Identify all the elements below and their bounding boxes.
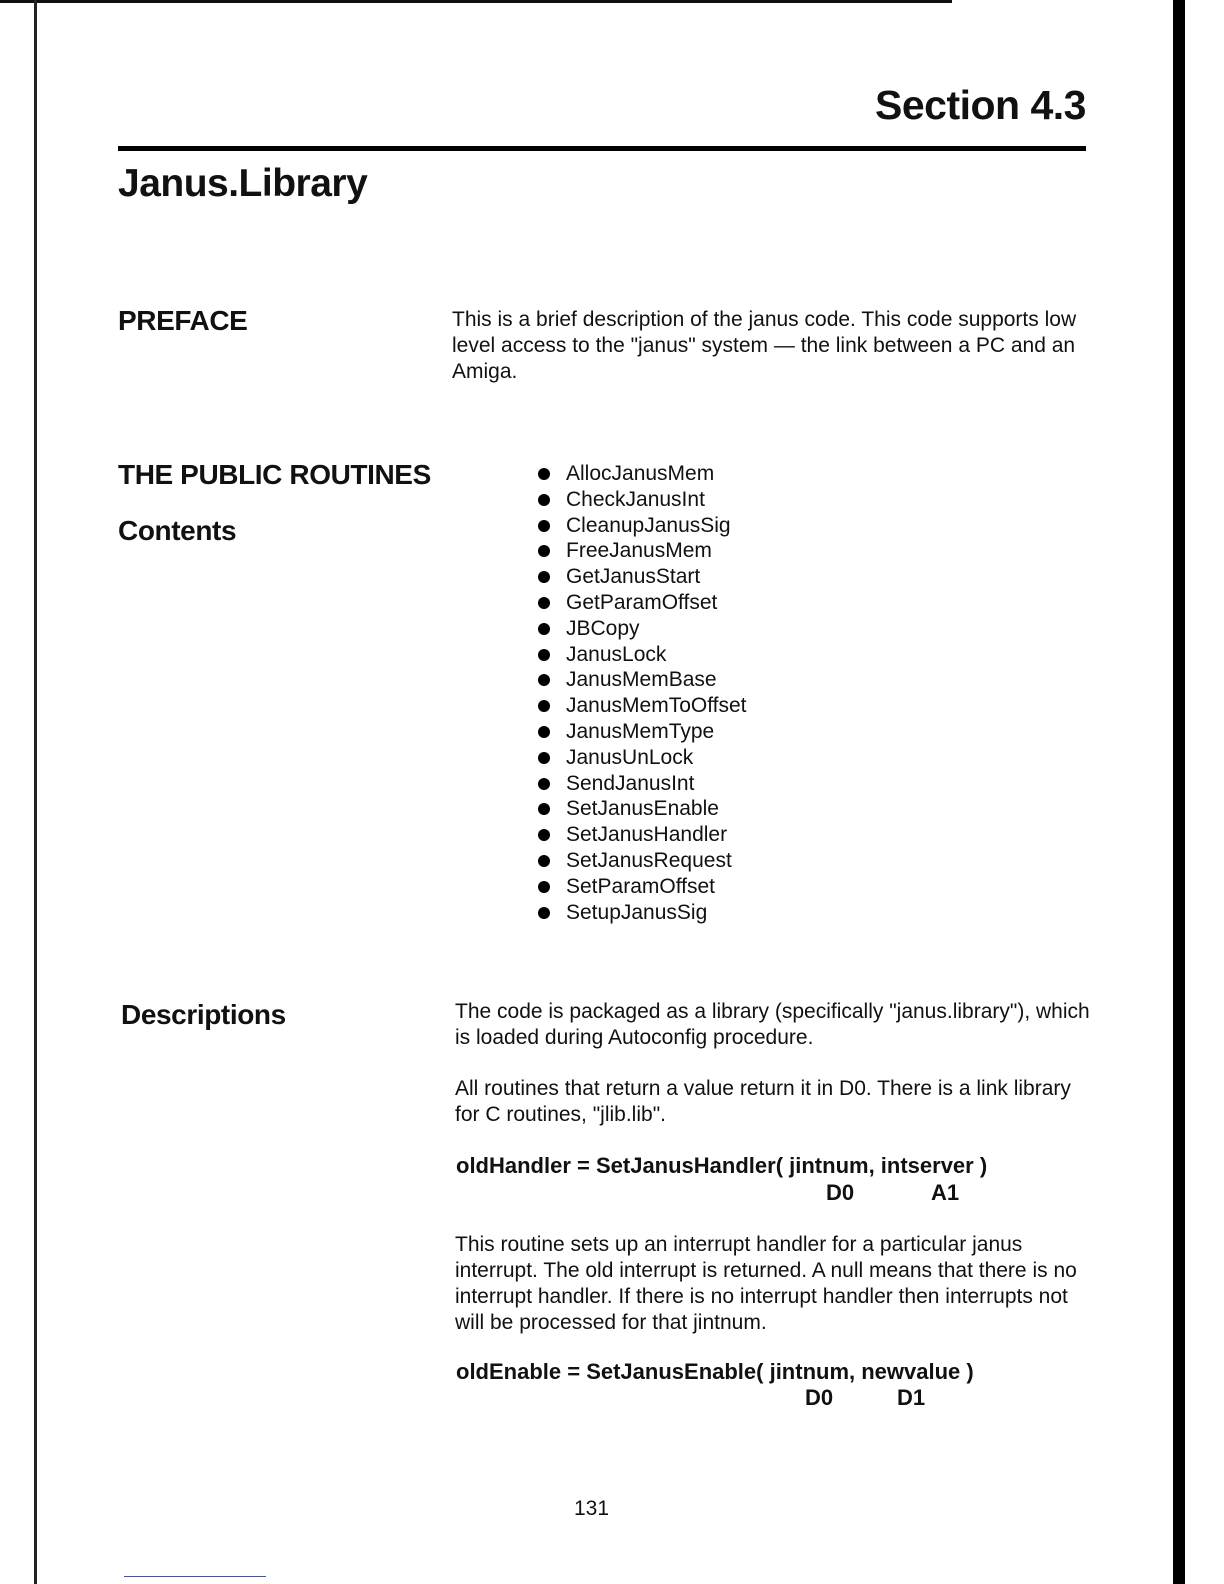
bullet-icon (538, 674, 550, 686)
preface-text: This is a brief description of the janus code. This code supports low level access to the "janus" system — the link between a PC and an Amiga. (452, 308, 1077, 383)
bullet-icon (538, 700, 550, 712)
register-label: A1 (931, 1180, 960, 1205)
list-item: GetParamOffset (534, 590, 747, 616)
list-item: SetParamOffset (534, 874, 747, 900)
signature-set-janus-handler: oldHandler = SetJanusHandler( jintnum, intserver ) (456, 1153, 988, 1178)
scan-left-edge (34, 0, 37, 1584)
preface-heading: PREFACE (118, 305, 248, 336)
list-item: GetJanusStart (534, 564, 747, 590)
descriptions-para-1: The code is packaged as a library (specifically "janus.library"), which is loaded during Autoconfig procedure. (455, 1000, 1090, 1049)
bullet-icon (538, 494, 550, 506)
list-item: JanusMemBase (534, 667, 747, 693)
list-item: SendJanusInt (534, 771, 747, 797)
page-number: 131 (574, 1497, 610, 1520)
signature-set-janus-enable: oldEnable = SetJanusEnable( jintnum, newvalue ) (456, 1359, 974, 1384)
bullet-icon (538, 649, 550, 661)
register-label: D1 (897, 1385, 926, 1410)
contents-heading: Contents (118, 515, 237, 546)
list-item: SetJanusHandler (534, 822, 747, 848)
bullet-icon (538, 520, 550, 532)
section-number: Section 4.3 (875, 82, 1086, 128)
list-item: AllocJanusMem (534, 461, 747, 487)
scan-right-edge (1173, 0, 1185, 1584)
bullet-icon (538, 778, 550, 790)
bullet-icon (538, 623, 550, 635)
list-item: CleanupJanusSig (534, 513, 747, 539)
bullet-icon (538, 829, 550, 841)
register-label: D0 (805, 1385, 834, 1410)
bullet-icon (538, 726, 550, 738)
scan-top-edge (0, 0, 952, 3)
bullet-icon (538, 571, 550, 583)
list-item: JanusUnLock (534, 745, 747, 771)
routine-list (534, 461, 747, 925)
bullet-icon (538, 907, 550, 919)
register-label: D0 (826, 1180, 855, 1205)
public-routines-heading: THE PUBLIC ROUTINES (118, 459, 431, 490)
list-item: JanusMemType (534, 719, 747, 745)
bullet-icon (538, 881, 550, 893)
bullet-icon (538, 468, 550, 480)
descriptions-para-3: This routine sets up an interrupt handler for a particular janus interrupt. The old interrupt is returned. A null means that there is no interrupt handler. If there is no interrupt handler then interrupts not will be processed for that jintnum. (455, 1233, 1077, 1334)
list-item: FreeJanusMem (534, 538, 747, 564)
descriptions-para-2: All routines that return a value return it in D0. There is a link library for C routines, "jlib.lib". (455, 1077, 1071, 1126)
descriptions-heading: Descriptions (121, 999, 286, 1030)
list-item: JanusMemToOffset (534, 693, 747, 719)
scan-bottom-mark (124, 1576, 266, 1577)
bullet-icon (538, 803, 550, 815)
list-item: JBCopy (534, 616, 747, 642)
list-item: CheckJanusInt (534, 487, 747, 513)
list-item: SetupJanusSig (534, 900, 747, 926)
bullet-icon (538, 597, 550, 609)
bullet-icon (538, 545, 550, 557)
list-item: JanusLock (534, 642, 747, 668)
list-item: SetJanusRequest (534, 848, 747, 874)
bullet-icon (538, 855, 550, 867)
header-rule (118, 146, 1086, 151)
list-item: SetJanusEnable (534, 796, 747, 822)
bullet-icon (538, 752, 550, 764)
page-title: Janus.Library (118, 162, 368, 205)
